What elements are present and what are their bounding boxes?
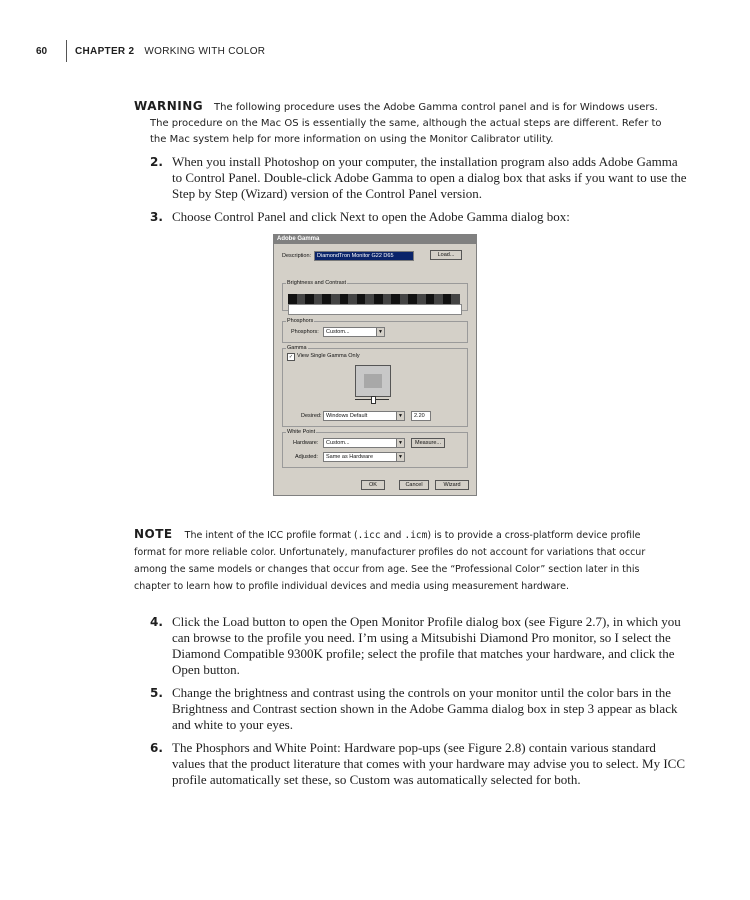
group-label: Gamma [287, 345, 307, 351]
measure-button[interactable]: Measure... [411, 438, 445, 448]
step-5 [150, 685, 690, 733]
phosphors-value: Custom... [326, 329, 350, 335]
hardware-select[interactable] [323, 438, 405, 448]
note-text-b: ) is to provide a cross-platform device profile format for more reliable color. Unfortunately, manufacturer profiles do not account for variations that occur among the same models or changes that occur from age. See the “Professional Color” section later in this chapter to learn how to profile individual devices and media using measurement hardware. [134, 530, 646, 592]
step-text: Click the Load button to open the Open Monitor Profile dialog box (see Figure 2.7), in which you can browse to the profile you need. I’m using a Mitsubishi Diamond Pro monitor, so I select the Diamond Compatible 9300K profile; select the profile that matches your hardware, and click the Open button. [172, 614, 681, 677]
chapter-label: CHAPTER 2 [75, 45, 135, 57]
warning-label: WARNING [134, 99, 204, 113]
note-label: NOTE [134, 527, 173, 541]
adjusted-label: Adjusted: [295, 454, 318, 460]
note-text-a: The intent of the ICC profile format ( [184, 530, 358, 541]
desired-label: Desired: [301, 413, 322, 419]
load-button[interactable]: Load... [430, 250, 462, 260]
note-text-and: and [380, 530, 405, 541]
desired-value: Windows Default [326, 413, 368, 419]
gamma-value-field[interactable]: 2.20 [411, 411, 431, 421]
step-number: 6. [150, 741, 163, 755]
description-field[interactable]: DiamondTron Monitor G22 D65 [314, 251, 414, 261]
running-header [36, 40, 265, 62]
note-code-icm: .icm [404, 530, 428, 541]
white-bar [288, 304, 462, 315]
chevron-down-icon: ▼ [396, 439, 404, 447]
warning-text: The following procedure uses the Adobe Gamma control panel and is for Windows users. The procedure on the Mac OS is essentially the same, although the actual steps are different. Refer to the Mac system help for more information on using the Monitor Calibrator utility. [150, 102, 662, 145]
gamma-slider-thumb[interactable] [371, 396, 376, 404]
hardware-label: Hardware: [293, 440, 319, 446]
step-3 [150, 209, 690, 225]
step-2 [150, 154, 690, 202]
view-single-gamma-label: View Single Gamma Only [297, 353, 360, 359]
note-block [134, 526, 664, 595]
chevron-down-icon: ▼ [396, 453, 404, 461]
contrast-bars [288, 294, 460, 304]
dialog-title: Adobe Gamma [274, 235, 476, 244]
group-label: Brightness and Contrast [287, 280, 347, 286]
phosphors-group [282, 318, 468, 343]
description-label: Description: [282, 253, 312, 259]
cancel-button[interactable]: Cancel [399, 480, 429, 490]
wizard-button[interactable]: Wizard [435, 480, 469, 490]
warning-block [134, 98, 662, 148]
white-point-group [282, 429, 468, 468]
step-text: The Phosphors and White Point: Hardware pop-ups (see Figure 2.8) contain various standard values that the product literature that comes with your hardware may advise you to select. My ICC profile automatically set these, so Custom was automatically selected for both. [172, 740, 685, 787]
step-text: Change the brightness and contrast using the controls on your monitor until the color bars in the Brightness and Contrast section shown in the Adobe Gamma dialog box in step 3 appear as black and white to your eyes. [172, 685, 678, 732]
group-label: White Point [287, 429, 316, 435]
view-single-gamma-checkbox[interactable]: ✓ [288, 354, 294, 360]
hardware-value: Custom... [326, 440, 350, 446]
step-number: 5. [150, 686, 163, 700]
step-number: 2. [150, 155, 163, 169]
page-number: 60 [36, 45, 48, 57]
group-label: Phosphors [287, 318, 314, 324]
gamma-preview-center [364, 374, 382, 388]
phosphors-label: Phosphors: [291, 329, 319, 335]
step-number: 3. [150, 210, 163, 224]
adobe-gamma-dialog [273, 234, 477, 496]
step-text: Choose Control Panel and click Next to open the Adobe Gamma dialog box: [172, 209, 570, 224]
gamma-group [282, 345, 468, 427]
chevron-down-icon: ▼ [396, 412, 404, 420]
desired-select[interactable] [323, 411, 405, 421]
step-4 [150, 614, 690, 678]
note-code-icc: .icc [357, 530, 381, 541]
adjusted-select[interactable] [323, 452, 405, 462]
step-6 [150, 740, 690, 788]
brightness-contrast-group [282, 280, 468, 311]
adjusted-value: Same as Hardware [326, 454, 374, 460]
chevron-down-icon: ▼ [376, 328, 384, 336]
ok-button[interactable]: OK [361, 480, 385, 490]
phosphors-select[interactable] [323, 327, 385, 337]
step-text: When you install Photoshop on your computer, the installation program also adds Adobe Gamma to Control Panel. Double-click Adobe Gamma to open a dialog box that asks if you want to use the Step by Step (Wizard) version of the Control Panel version. [172, 154, 687, 201]
step-number: 4. [150, 615, 163, 629]
gamma-preview [355, 365, 391, 397]
header-divider [66, 40, 67, 62]
chapter-title: WORKING WITH COLOR [144, 45, 266, 57]
